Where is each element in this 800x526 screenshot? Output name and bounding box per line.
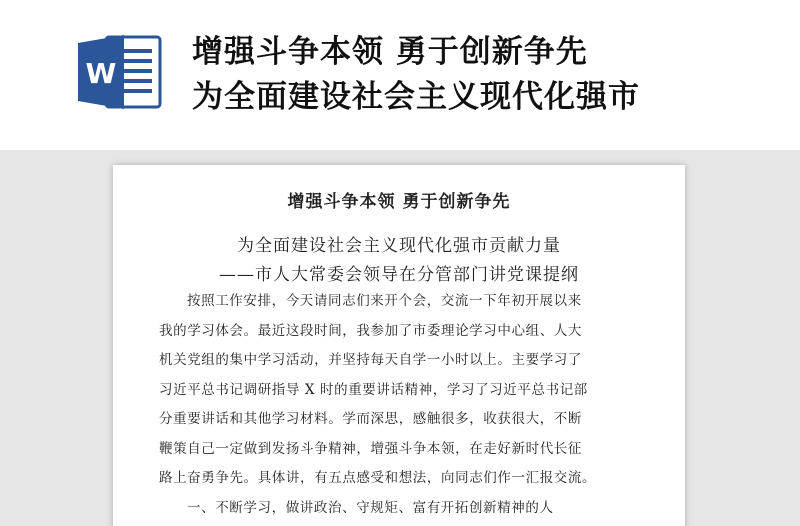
body-line: 机关党组的集中学习活动，并坚持每天自学一小时以上。主要学习了 bbox=[159, 352, 582, 368]
word-icon bbox=[76, 33, 164, 111]
body-line: 习近平总书记调研指导 X 时的重要讲话精神，学习了习近平总书记部 bbox=[159, 381, 588, 398]
document-subtitle-line-2: ——市人大常委会领导在分管部门讲党课提纲 bbox=[219, 265, 579, 285]
document-subtitle-line-1: 为全面建设社会主义现代化强市贡献力量 bbox=[237, 236, 561, 256]
document-body bbox=[159, 287, 645, 523]
document-page bbox=[113, 165, 685, 526]
body-heading: 一、不断学习，做讲政治、守规矩、富有开拓创新精神的人 bbox=[187, 499, 554, 516]
document-title: 增强斗争本领 勇于创新争先 bbox=[287, 192, 511, 212]
body-line: 分重要讲话和其他学习材料。学而深思，感触很多，收获很大，不断 bbox=[159, 411, 582, 427]
header bbox=[0, 0, 800, 150]
header-title bbox=[192, 30, 792, 120]
body-line: 路上奋勇争先。具体讲，有五点感受和想法，向同志们作一汇报交流。 bbox=[159, 470, 597, 486]
header-title-line-1: 增强斗争本领 勇于创新争先 bbox=[192, 34, 588, 70]
body-line: 我的学习体会。最近这段时间，我参加了市委理论学习中心组、人大 bbox=[159, 322, 582, 339]
body-line: 鞭策自己一定做到发扬斗争精神，增强斗争本领，在走好新时代长征 bbox=[159, 440, 582, 457]
header-title-line-2: 为全面建设社会主义现代化强市 bbox=[192, 79, 640, 115]
body-line: 按照工作安排，今天请同志们来开个会，交流一下年初开展以来 bbox=[187, 293, 582, 309]
word-icon-letter: W bbox=[85, 57, 117, 90]
